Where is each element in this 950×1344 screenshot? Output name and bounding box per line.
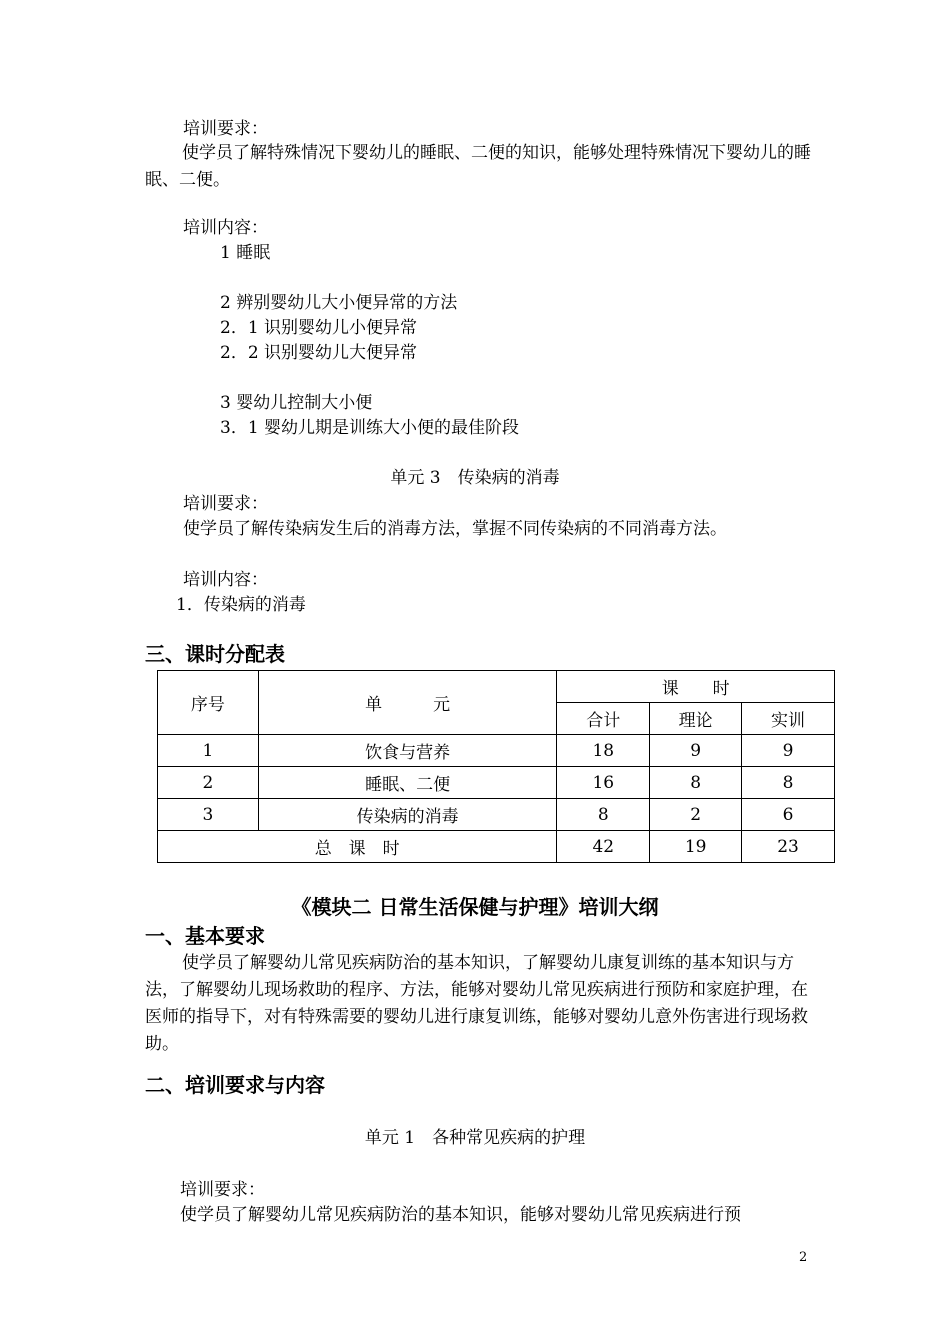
table-total-row (158, 831, 835, 863)
basic-requirements-text: 使学员了解婴幼儿常见疾病防治的基本知识，了解婴幼儿康复训练的基本知识与方法，了解婴幼儿现场救助的程序、方法，能够对婴幼儿常见疾病进行预防和家庭护理，在医师的指导下，对有特殊需要的婴幼儿进行康复训练，能够对婴幼儿意外伤害进行现场救助。 (145, 953, 808, 1054)
header-hours: 课 时 (557, 671, 835, 703)
cell-total: 18 (557, 735, 650, 767)
table-row (158, 767, 835, 799)
content-item: 3．1 婴幼儿期是训练大小便的最佳阶段 (220, 418, 520, 438)
unit-title: 单元 3 传染病的消毒 (390, 468, 560, 488)
hours-table (157, 670, 835, 863)
section-heading: 三、课时分配表 (145, 642, 285, 666)
header-no: 序号 (158, 671, 259, 735)
content-item: 2．1 识别婴幼儿小便异常 (220, 318, 418, 338)
cell-total: 16 (557, 767, 650, 799)
cell-no: 2 (158, 767, 259, 799)
training-requirements-label: 培训要求： (183, 494, 268, 514)
content-item: 3 婴幼儿控制大小便 (220, 393, 373, 413)
cell-total: 42 (557, 831, 650, 863)
content-item: 2．2 识别婴幼儿大便异常 (220, 343, 418, 363)
cell-unit: 饮食与营养 (258, 735, 557, 767)
section-heading: 一、基本要求 (145, 924, 265, 948)
cell-theory: 2 (650, 799, 742, 831)
cell-no: 1 (158, 735, 259, 767)
training-requirements-text: 使学员了解特殊情况下婴幼儿的睡眠、二便的知识，能够处理特殊情况下婴幼儿的睡眠、二便。 (145, 143, 811, 190)
content-item: 1．传染病的消毒 (176, 595, 306, 615)
cell-practice: 8 (742, 767, 835, 799)
subheader-total: 合计 (557, 703, 650, 735)
training-requirements-label: 培训要求： (183, 119, 268, 139)
table-row (158, 799, 835, 831)
cell-total: 8 (557, 799, 650, 831)
header-unit: 单 元 (258, 671, 557, 735)
cell-unit: 传染病的消毒 (258, 799, 557, 831)
cell-unit: 睡眠、二便 (258, 767, 557, 799)
cell-practice: 9 (742, 735, 835, 767)
cell-theory: 9 (650, 735, 742, 767)
unit-title: 单元 1 各种常见疾病的护理 (364, 1128, 586, 1148)
training-requirements-label: 培训要求： (180, 1180, 265, 1200)
cell-theory: 8 (650, 767, 742, 799)
content-item: 1 睡眠 (220, 243, 271, 263)
section-heading: 二、培训要求与内容 (145, 1073, 325, 1097)
content-item: 2 辨别婴幼儿大小便异常的方法 (220, 293, 458, 313)
cell-no: 3 (158, 799, 259, 831)
training-requirements-text: 使学员了解婴幼儿常见疾病防治的基本知识，能够对婴幼儿常见疾病进行预 (180, 1205, 741, 1225)
training-content-label: 培训内容： (183, 570, 268, 590)
subheader-practice: 实训 (742, 703, 835, 735)
table-row (158, 735, 835, 767)
training-requirements-text: 使学员了解传染病发生后的消毒方法，掌握不同传染病的不同消毒方法。 (183, 519, 727, 539)
module-title: 《模块二 日常生活保健与护理》培训大纲 (291, 895, 659, 919)
page-number: 2 (799, 1250, 808, 1265)
cell-practice: 6 (742, 799, 835, 831)
cell-practice: 23 (742, 831, 835, 863)
training-content-label: 培训内容： (183, 218, 268, 238)
subheader-theory: 理论 (650, 703, 742, 735)
cell-theory: 19 (650, 831, 742, 863)
cell-total-label: 总 课 时 (158, 831, 557, 863)
